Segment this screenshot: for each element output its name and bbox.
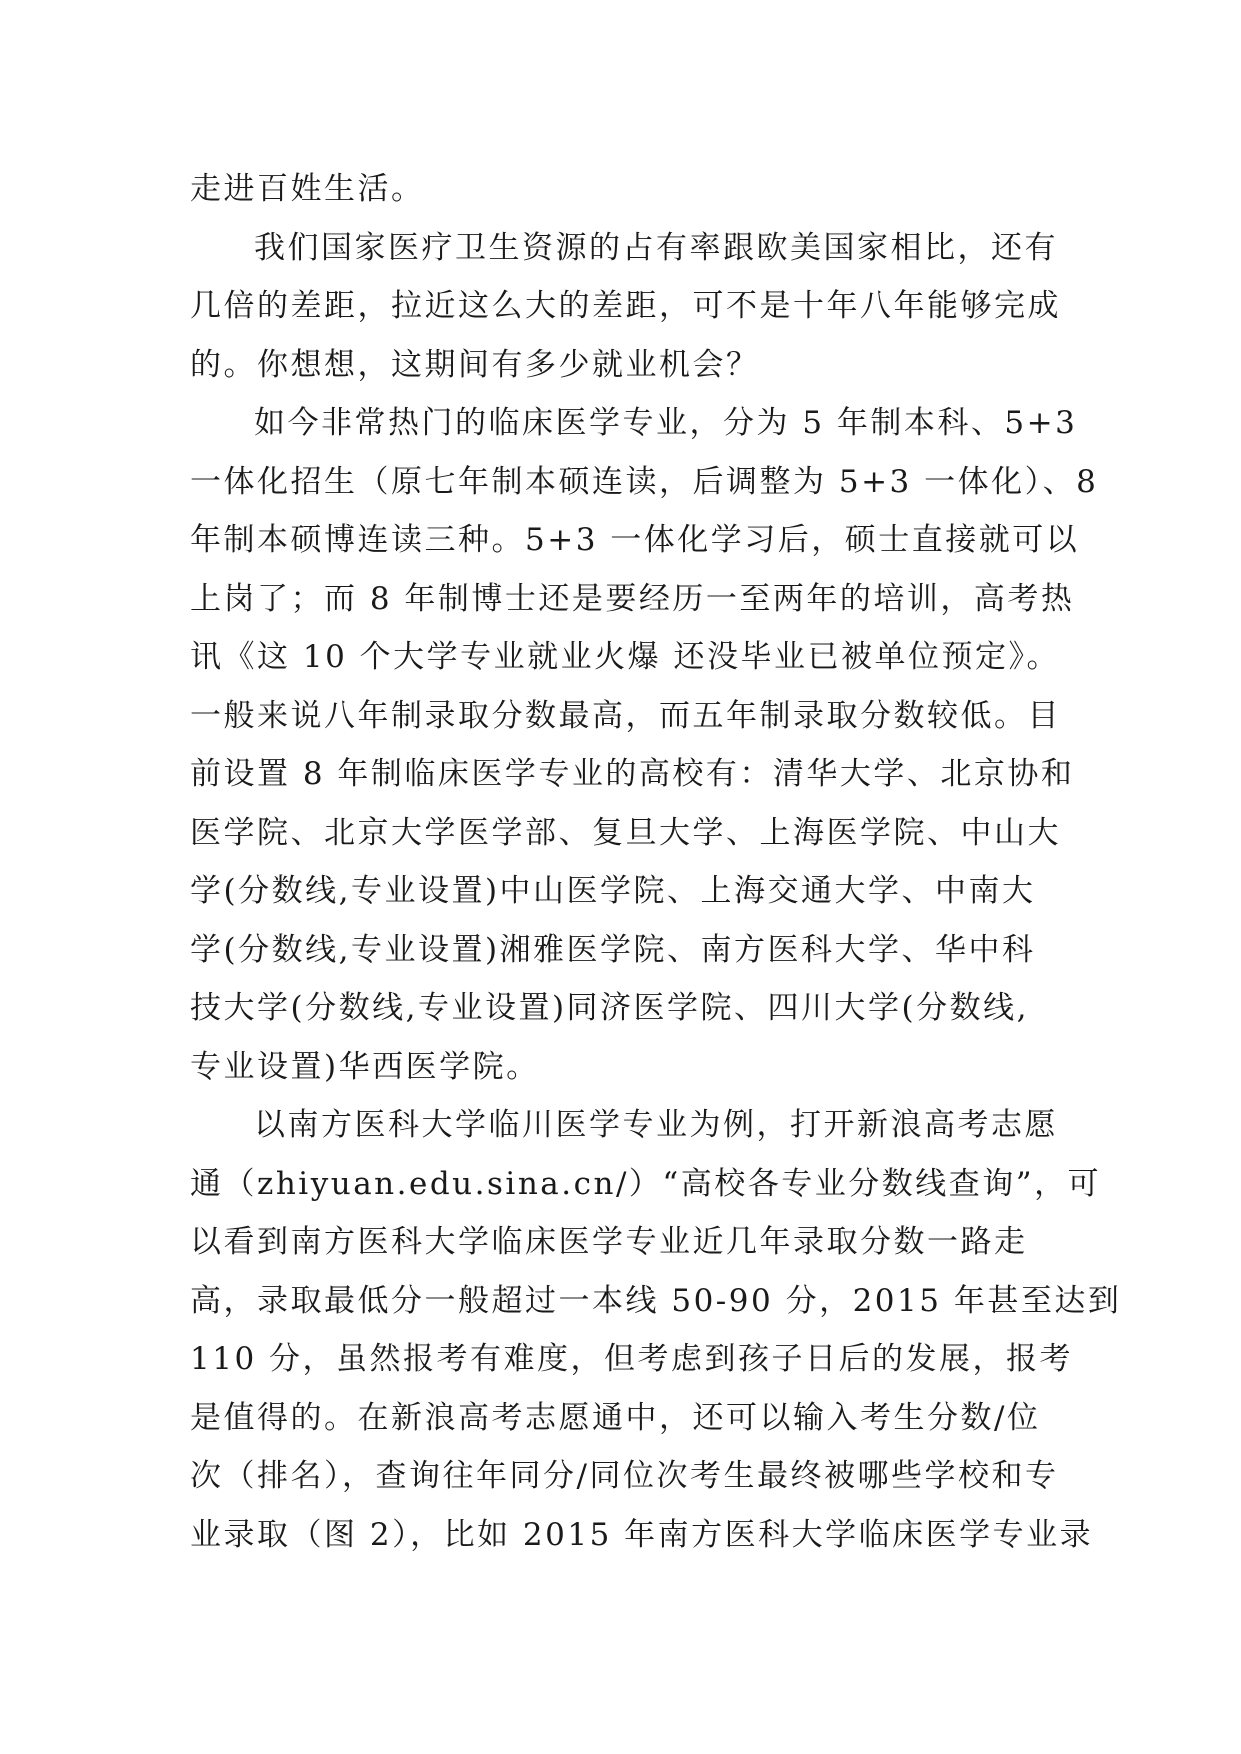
text-line: 以看到南方医科大学临床医学专业近几年录取分数一路走 — [190, 1224, 1028, 1260]
text-line: 专业设置)华西医学院。 — [190, 1048, 540, 1085]
text-line: 技大学(分数线,专业设置)同济医学院、四川大学(分数线, — [190, 990, 1029, 1026]
text-line: 一般来说八年制录取分数最高，而五年制录取分数较低。目 — [190, 697, 1061, 734]
text-line: 110 分，虽然报考有难度，但考虑到孩子日后的发展，报考 — [190, 1341, 1074, 1377]
text-line: 医学院、北京大学医学部、复旦大学、上海医学院、中山大 — [190, 814, 1061, 851]
text-line: 年制本硕博连读三种。5+3 一体化学习后，硕士直接就可以 — [190, 522, 1080, 558]
text-line: 上岗了；而 8 年制博士还是要经历一至两年的培训，高考热 — [190, 580, 1075, 617]
paragraph-start-line: 我们国家医疗卫生资源的占有率跟欧美国家相比，还有 — [254, 229, 1058, 266]
paragraph-start-line: 如今非常热门的临床医学专业，分为 5 年制本科、5+3 — [254, 405, 1078, 441]
paragraph-start-line: 以南方医科大学临川医学专业为例，打开新浪高考志愿 — [254, 1107, 1058, 1143]
text-line: 学(分数线,专业设置)中山医学院、上海交通大学、中南大 — [190, 873, 1036, 909]
text-line: 的。你想想，这期间有多少就业机会？ — [190, 346, 760, 383]
text-line: 业录取（图 2），比如 2015 年南方医科大学临床医学专业录 — [190, 1516, 1094, 1553]
text-line: 前设置 8 年制临床医学专业的高校有：清华大学、北京协和 — [190, 756, 1075, 792]
text-line: 通（zhiyuan.edu.sina.cn/）“高校各专业分数线查询”，可 — [190, 1165, 1102, 1202]
text-line: 学(分数线,专业设置)湘雅医学院、南方医科大学、华中科 — [190, 931, 1036, 968]
text-line: 走进百姓生活。 — [190, 171, 425, 207]
text-line: 一体化招生（原七年制本硕连读，后调整为 5+3 一体化）、8 — [190, 463, 1099, 500]
text-line: 次（排名），查询往年同分/同位次考生最终被哪些学校和专 — [190, 1458, 1059, 1494]
text-line: 讯《这 10 个大学专业就业火爆 还没毕业已被单位预定》。 — [190, 639, 1061, 675]
text-line: 几倍的差距，拉近这么大的差距，可不是十年八年能够完成 — [190, 288, 1061, 324]
text-line: 高，录取最低分一般超过一本线 50-90 分，2015 年甚至达到 — [190, 1282, 1122, 1319]
text-line: 是值得的。在新浪高考志愿通中，还可以输入考生分数/位 — [190, 1399, 1041, 1436]
body-text — [190, 160, 1122, 1564]
